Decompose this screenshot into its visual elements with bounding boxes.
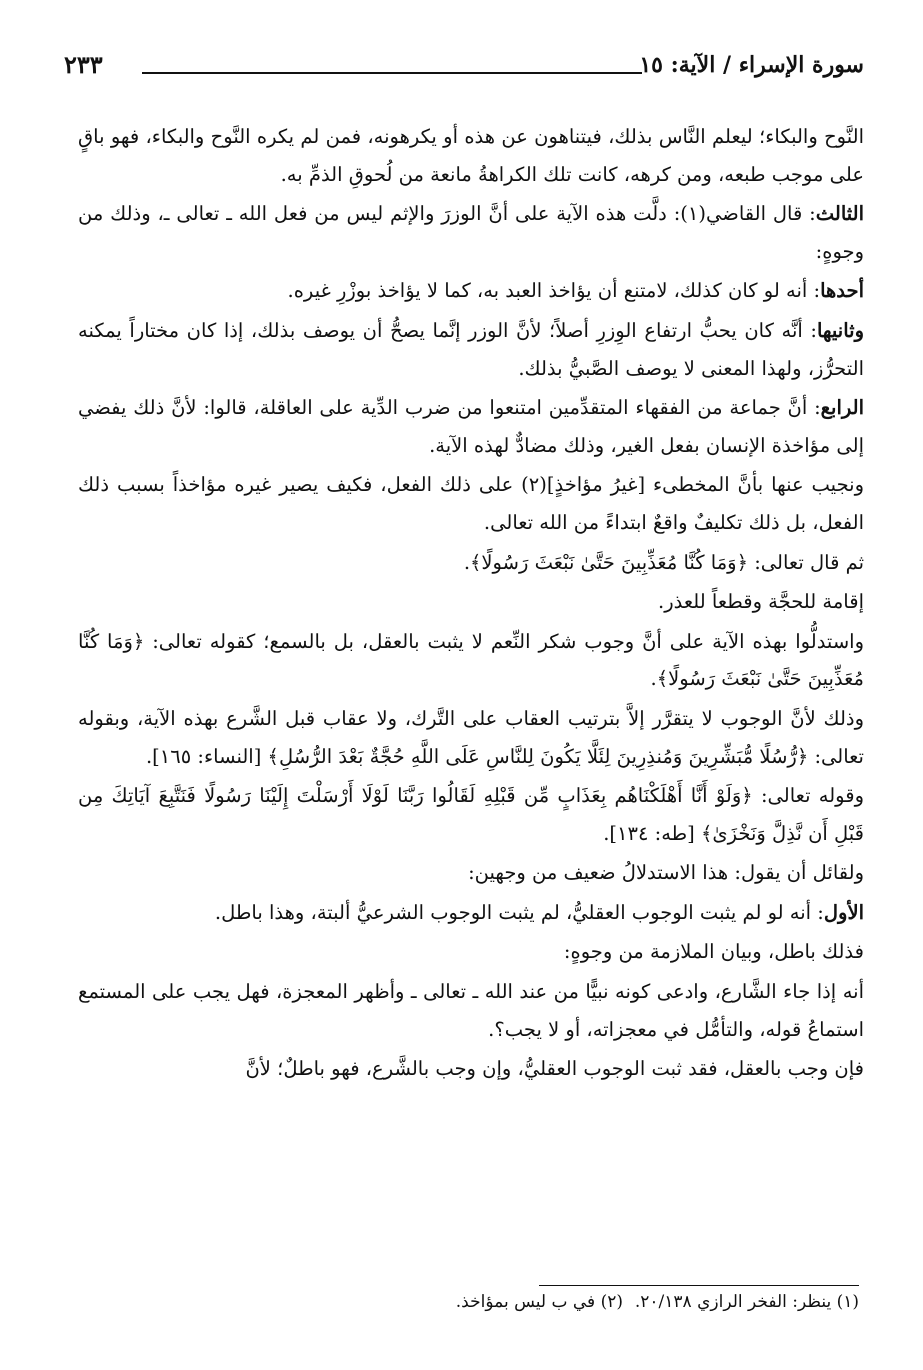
paragraph-lead: وثانيها xyxy=(816,318,864,342)
paragraph-text: واستدلُّوا بهذه الآية على أنَّ وجوب شكر النِّعم لا يثبت بالعقل، بل بالسمع؛ كقوله تعالى: ﴿وَمَا كُنَّا مُعَذِّبِينَ حَتَّىٰ نَبْعَثَ رَسُولًا﴾. xyxy=(78,629,864,691)
footnotes xyxy=(199,1292,859,1326)
paragraph xyxy=(78,854,864,892)
paragraph-lead: الرابع xyxy=(820,396,864,420)
paragraph xyxy=(78,973,864,1048)
paragraph-lead: أحدها xyxy=(820,279,864,303)
paragraph-text: ثم قال تعالى: ﴿وَمَا كُنَّا مُعَذِّبِينَ حَتَّىٰ نَبْعَثَ رَسُولًا﴾. xyxy=(463,550,864,574)
paragraph-text: : أنَّه كان يحبُّ ارتفاع الوِزرِ أصلاً؛ لأنَّ الوزر إنَّما يصحُّ أن يوصف بذلك، إذا كان مختاراً يمكنه التحرُّز، ولهذا المعنى لا يوصف الصَّبيُّ بذلك. xyxy=(78,318,864,380)
header-rule xyxy=(142,72,642,74)
paragraph-text: : أنَّ جماعة من الفقهاء المتقدِّمين امتنعوا من ضرب الدِّية على العاقلة، قالوا: لأنَّ ذلك يفضي إلى مؤاخذة الإنسان بفعل الغير، وذلك مضادٌّ لهذه الآية. xyxy=(78,396,864,457)
paragraph xyxy=(78,1050,864,1088)
paragraph-text: وذلك لأنَّ الوجوب لا يتقرَّر إلاَّ بترتيب العقاب على التَّرك، ولا عقاب قبل الشَّرع بهذه الآية، وبقوله تعالى: ﴿رُّسُلًا مُّبَشِّرِينَ وَمُنذِرِينَ لِئَلَّا يَكُونَ لِلنَّاسِ عَلَى اللَّهِ حُجَّةٌ بَعْدَ الرُّسُلِ﴾ [النساء: ١٦٥]. xyxy=(78,706,864,768)
paragraph xyxy=(78,466,864,541)
paragraph xyxy=(78,195,864,270)
paragraph xyxy=(78,583,864,621)
footnote-rule xyxy=(539,1285,859,1286)
footnote-1: (١) ينظر: الفخر الرازي ٢٠/١٣٨. xyxy=(634,1292,859,1312)
main-text xyxy=(78,118,864,1088)
paragraph-lead: الثالث xyxy=(815,202,865,226)
paragraph xyxy=(78,312,864,387)
paragraph xyxy=(78,272,864,310)
paragraph-lead: الأول xyxy=(823,900,864,924)
paragraph-text: ولقائل أن يقول: هذا الاستدلالُ ضعيف من وجهين: xyxy=(468,861,864,885)
paragraph-text: : أنه لو لم يثبت الوجوب العقليُّ، لم يثبت الوجوب الشرعيُّ ألبتة، وهذا باطل. xyxy=(214,900,824,924)
paragraph xyxy=(78,700,864,775)
paragraph-text: إقامة للحجَّة وقطعاً للعذر. xyxy=(658,590,864,614)
paragraph xyxy=(78,623,864,698)
paragraph xyxy=(78,933,864,971)
paragraph-text: : قال القاضي(١): دلَّت هذه الآية على أنَّ الوزرَ والإثم ليس من فعل الله ـ تعالى ـ، وذلك من وجوهٍ: xyxy=(78,202,864,263)
paragraph-text: فإن وجب بالعقل، فقد ثبت الوجوب العقليُّ، وإن وجب بالشَّرع، فهو باطلٌ؛ لأنَّ xyxy=(245,1057,864,1081)
paragraph-text: فذلك باطل، وبيان الملازمة من وجوهٍ: xyxy=(563,940,864,964)
paragraph-text: : أنه لو كان كذلك، لامتنع أن يؤاخذ العبد به، كما لا يؤاخذ بوزْرِ غيره. xyxy=(287,279,821,303)
paragraph xyxy=(78,777,864,852)
paragraph-text: ونجيب عنها بأنَّ المخطىء [غيرُ مؤاخذٍ](٢) على ذلك الفعل، فكيف يصير غيره مؤاخذاً بسبب ذلك الفعل، بل ذلك تكليفٌ واقعٌ ابتداءً من الله تعالى. xyxy=(78,473,864,534)
paragraph-text: وقوله تعالى: ﴿وَلَوْ أَنَّا أَهْلَكْنَاهُم بِعَذَابٍ مِّن قَبْلِهِ لَقَالُوا رَبَّنَا لَوْلَا أَرْسَلْتَ إِلَيْنَا رَسُولًا فَنَتَّبِعَ آيَاتِكَ مِن قَبْلِ أَن نَّذِلَّ وَنَخْزَىٰ﴾ [طه: ١٣٤]. xyxy=(78,784,864,845)
paragraph xyxy=(78,894,864,932)
paragraph xyxy=(78,544,864,582)
paragraph-text: النَّوح والبكاء؛ ليعلم النَّاس بذلك، فيتناهون عن هذه أو يكرهونه، فمن لم يكره النَّوح والبكاء، فهو باقٍ على موجب طبعه، ومن كرهه، كانت تلك الكراهةُ مانعة من لُحوقِ الذمِّ به. xyxy=(78,125,864,186)
running-header xyxy=(64,44,864,84)
page-number: ٢٣٣ xyxy=(64,50,103,79)
paragraph xyxy=(78,389,864,464)
paragraph xyxy=(78,118,864,193)
footnote-2: (٢) في ب ليس بمؤاخذ. xyxy=(455,1292,623,1312)
paragraph-text: أنه إذا جاء الشَّارع، وادعى كونه نبيًّا من عند الله ـ تعالى ـ وأظهر المعجزة، فهل يجب على المستمع استماعُ قوله، والتأمُّل في معجزاته، أو لا يجب؟. xyxy=(78,980,864,1041)
header-title: سورة الإسراء / الآية: ١٥ xyxy=(639,52,864,78)
